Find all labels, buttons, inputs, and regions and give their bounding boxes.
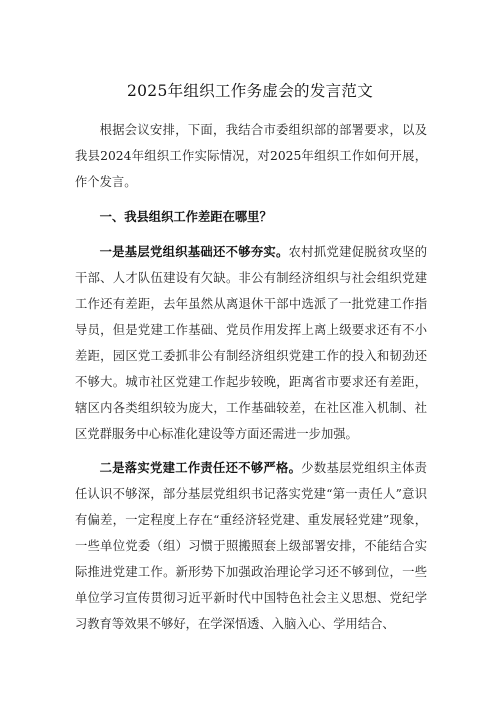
paragraph-2 — [75, 455, 427, 637]
paragraph-1-lead: 一是基层党组织基础还不够夯实。 — [99, 244, 289, 259]
intro-paragraph: 根据会议安排，下面，我结合市委组织部的部署要求，以及我县2024年组织工作实际情况，对2025年组织工作如何开展，作个发言。 — [75, 123, 427, 189]
paragraph-1-text: 农村抓党建促脱贫攻坚的干部、人才队伍建设有欠缺。非公有制经济组织与社会组织党建工作还有差距，去年虽然从离退休干部中选派了一批党建工作指导员，但是党建工作基础、党员作用发挥上离上级要求还有不小差距，园区党工委抓非公有制经济组织党建工作的投入和韧劲还不够大。城市社区党建工作起步较晚，距离省市要求还有差距，辖区内各类组织较为庞大，工作基础较差，在社区准入机制、社区党群服务中心标准化建设等方面还需进一步加强。 — [75, 245, 427, 441]
document-body — [75, 117, 427, 637]
paragraph-1 — [75, 239, 427, 447]
document-title: 2025年组织工作务虚会的发言范文 — [126, 82, 374, 100]
paragraph-2-lead: 二是落实党建工作责任还不够严格。 — [99, 460, 302, 475]
section-heading: 一、我县组织工作差距在哪里？ — [99, 209, 272, 224]
paragraph-2-text: 少数基层党组织主体责任认识不够深，部分基层党组织书记落实党建“第一责任人”意识有偏差，一定程度上存在“重经济轻党建、重发展轻党建”现象，一些单位党委（组）习惯于照搬照套上级部署安排，不能结合实际推进党建工作。新形势下加强政治理论学习还不够到位，一些单位学习宣传贯彻习近平新时代中国特色社会主义思想、党纪学习教育等效果不够好，在学深悟透、入脑入心、学用结合、 — [75, 461, 427, 631]
paragraph-gap — [75, 447, 427, 455]
